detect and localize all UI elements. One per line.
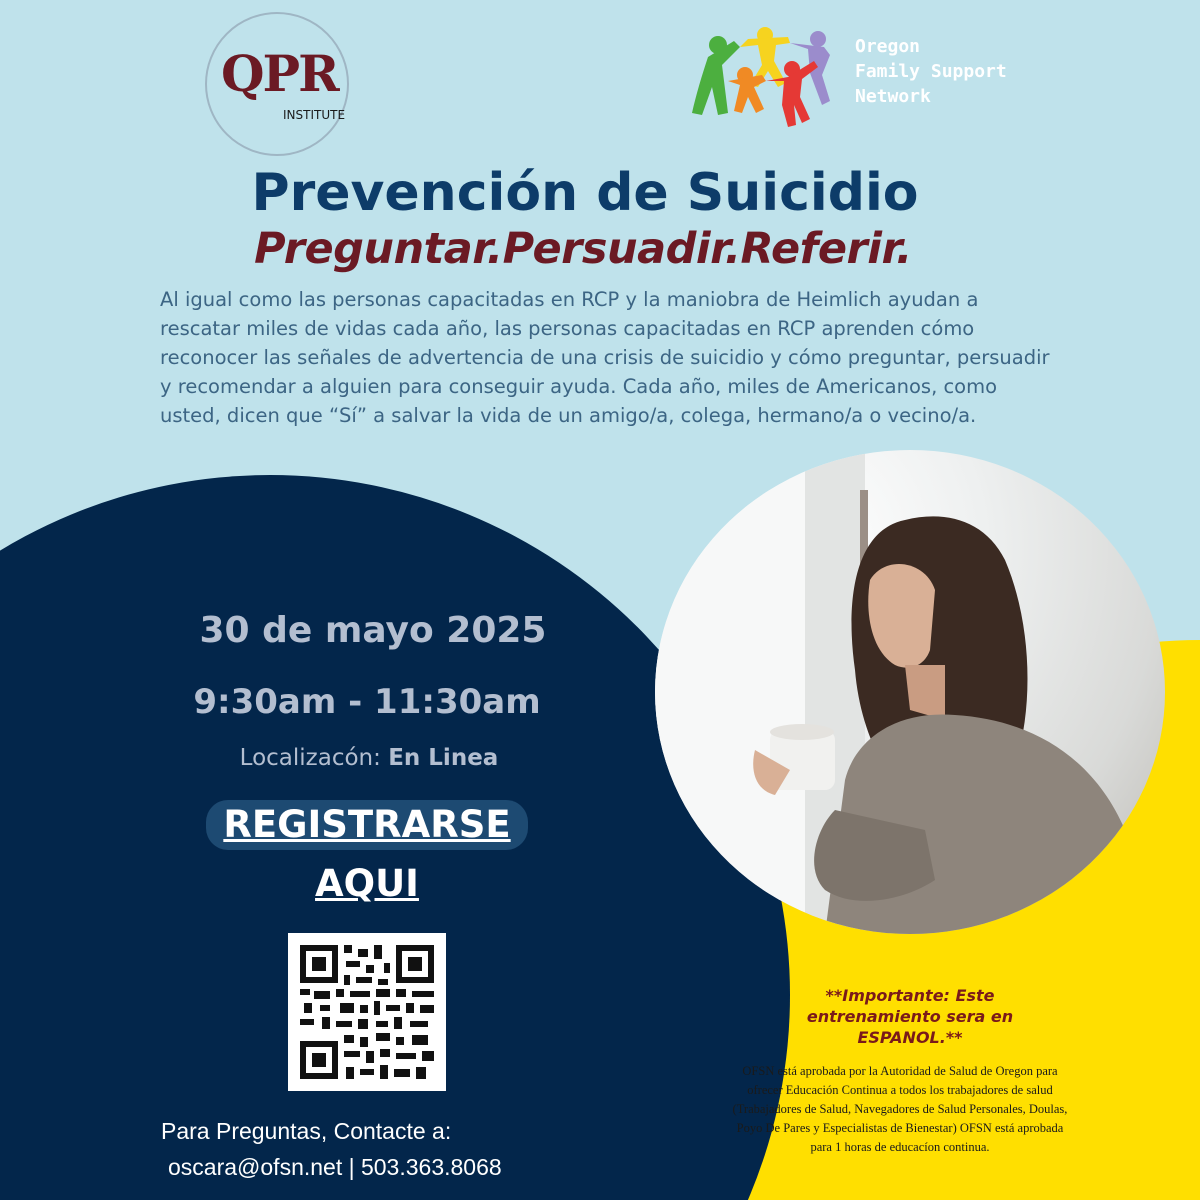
language-notice: **Importante: Este entrenamiento sera en ESPANOL.** — [806, 986, 1014, 1047]
ofsn-logo-line: Network — [855, 86, 931, 107]
ofsn-logo-line: Oregon — [855, 36, 921, 57]
qpr-institute-logo — [205, 12, 355, 157]
register-button[interactable]: REGISTRARSE — [206, 800, 528, 850]
page-title: Prevención de Suicidio — [251, 163, 919, 223]
accreditation-text: OFSN está aprobada por la Autoridad de Salud de Oregon para ofrecer Educación Continua a todos los trabajadores de salud (Trabajadores de Salud, Navegadores de Salud Personales, Doulas, Poyo De Pares y Especialistas de Bienestar) OFSN está aprobada para 1 horas de educacíon continua. — [732, 1064, 1068, 1154]
location-label: Localizacón: — [239, 745, 381, 771]
location-value: En Linea — [388, 745, 499, 771]
ofsn-people-icon — [690, 25, 840, 130]
contact-info[interactable]: oscara@ofsn.net | 503.363.8068 — [168, 1154, 502, 1180]
ofsn-logo-text — [855, 34, 1007, 109]
event-location — [0, 745, 738, 771]
registration-qr-code[interactable] — [288, 933, 446, 1091]
ofsn-logo-line: Family Support — [855, 61, 1007, 82]
event-time: 9:30am - 11:30am — [193, 682, 541, 722]
event-date: 30 de mayo 2025 — [199, 610, 547, 651]
register-here-link[interactable]: AQUI — [315, 862, 419, 905]
qpr-logo-subtext: INSTITUTE — [283, 108, 346, 122]
page-subtitle: Preguntar.Persuadir.Referir. — [254, 224, 912, 274]
intro-paragraph: Al igual como las personas capacitadas en RCP y la maniobra de Heimlich ayudan a rescatar miles de vidas cada año, las personas capacitadas en RCP aprenden cómo reconocer las señales de advertencia de una crisis de suicidio y cómo preguntar, persuadir y recomendar a alguien para conseguir ayuda. Cada año, miles de Americanos, como usted, dicen que “Sí” a salvar la vida de un amigo/a, colega, hermano/a o vecino/a. — [160, 288, 1050, 427]
qr-code-icon — [300, 945, 434, 1079]
qpr-logo-text: QPR — [221, 44, 338, 103]
contact-label: Para Preguntas, Contacte a: — [161, 1118, 452, 1144]
